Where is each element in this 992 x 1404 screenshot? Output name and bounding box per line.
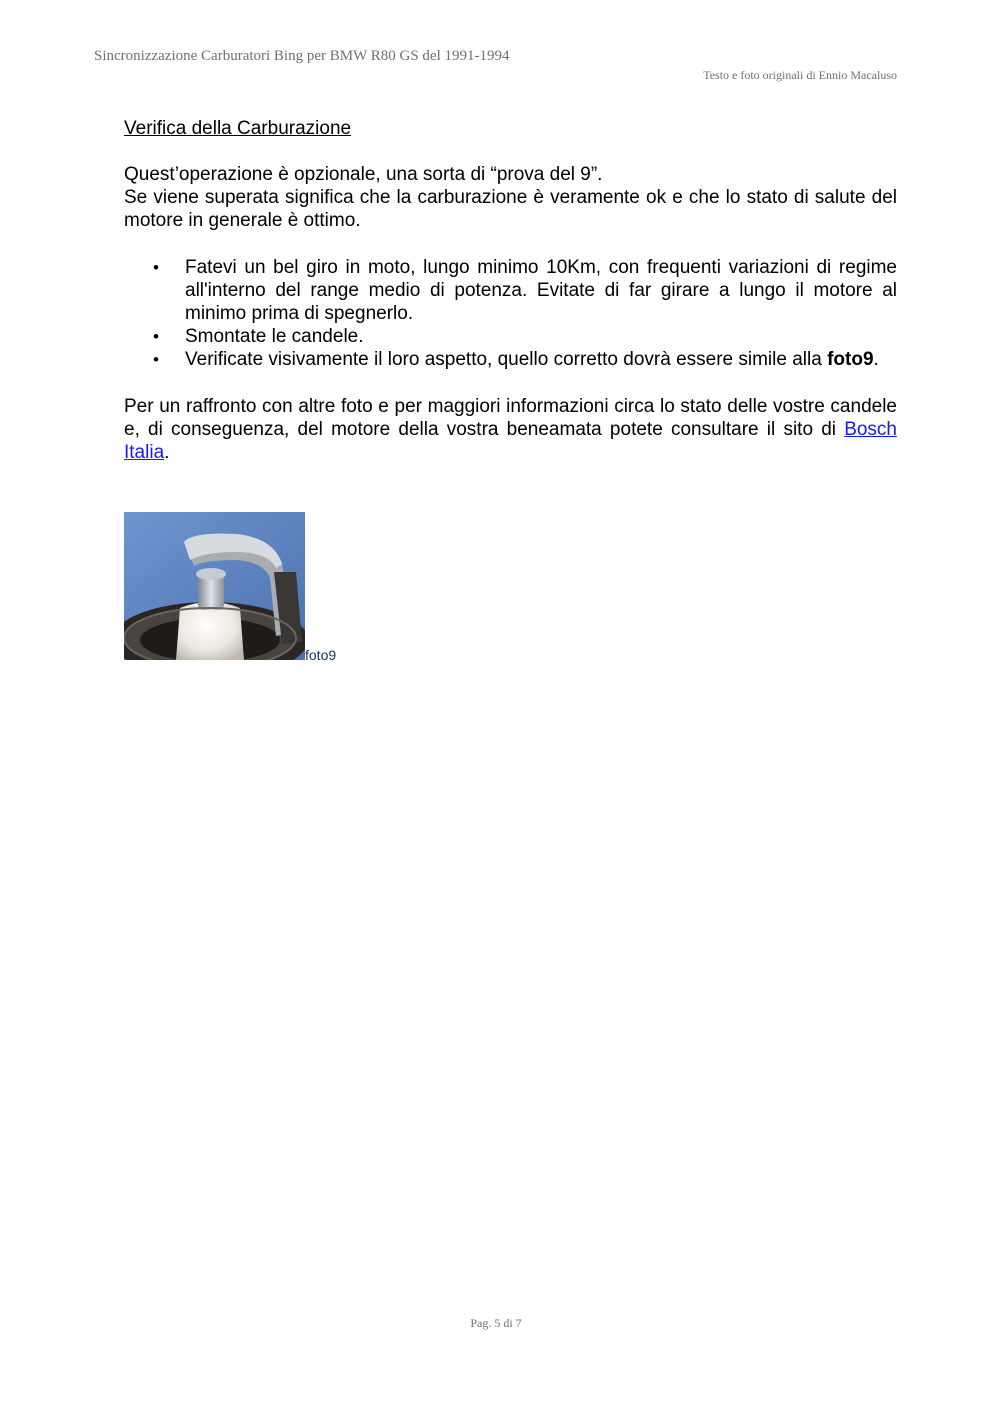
- step-text: Smontate le candele.: [185, 326, 364, 347]
- intro-line-2: Se viene superata significa che la carburazione è veramente ok e che lo stato di salute del motore in generale è ottimo.: [124, 187, 897, 231]
- closing-text: Per un raffronto con altre foto e per maggiori informazioni circa lo stato delle vostre candele e, di conseguenza, del motore della vostra beneamata potete consultare il sito di: [124, 396, 897, 440]
- bullet-icon: •: [153, 327, 159, 346]
- document-header-title: Sincronizzazione Carburatori Bing per BMW R80 GS del 1991-1994: [94, 48, 510, 64]
- closing-paragraph: [124, 395, 897, 464]
- step-text: Verificate visivamente il loro aspetto, quello corretto dovrà essere simile alla: [185, 349, 828, 370]
- list-item: [124, 325, 897, 348]
- step-text: Fatevi un bel giro in moto, lungo minimo 10Km, con frequenti variazioni di regime all'interno del range medio di potenza. Evitate di far girare a lungo il motore al minimo prima di spegnerlo.: [185, 257, 897, 324]
- steps-list: [124, 256, 897, 371]
- photo-caption: foto9: [305, 647, 337, 663]
- list-item: [124, 256, 897, 325]
- closing-text-end: .: [164, 442, 170, 463]
- bullet-icon: •: [153, 350, 159, 369]
- page-number: Pag. 5 di 7: [470, 1316, 522, 1330]
- document-header-credit: Testo e foto originali di Ennio Macaluso: [703, 68, 897, 82]
- bosch-italia-link[interactable]: Bosch Italia: [124, 419, 897, 463]
- spark-plug-photo: [124, 512, 305, 660]
- step-text-end: .: [873, 349, 879, 370]
- list-item: [124, 348, 897, 371]
- page-content: [124, 117, 897, 464]
- photo-reference: foto9: [827, 349, 874, 370]
- intro-line-1: Quest’operazione è opzionale, una sorta di “prova del 9”.: [124, 164, 603, 185]
- section-title: Verifica della Carburazione: [124, 118, 352, 139]
- bullet-icon: •: [153, 258, 159, 277]
